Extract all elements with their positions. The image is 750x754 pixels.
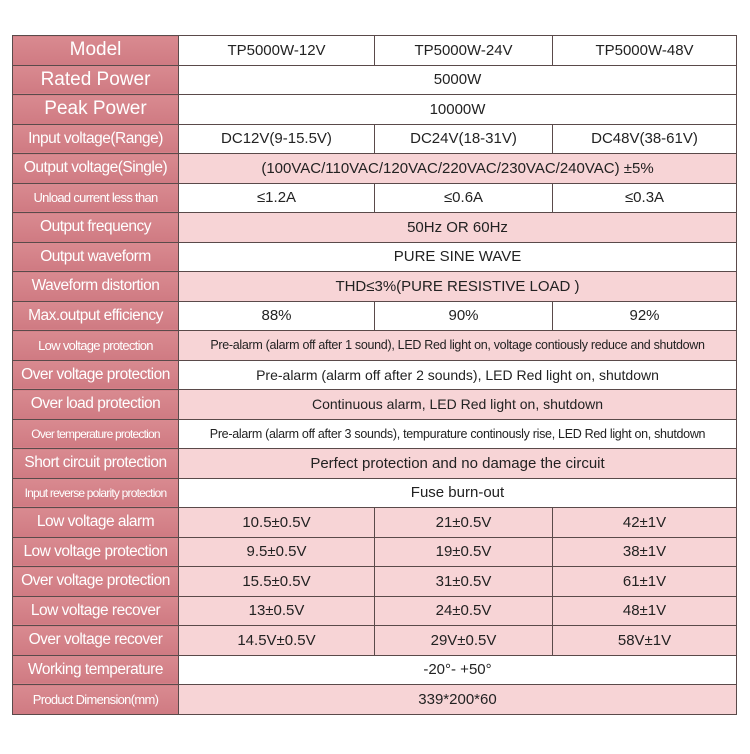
output-voltage-label: Output voltage(Single): [13, 154, 179, 184]
model-label: Model: [13, 36, 179, 66]
working-temperature-value: -20°- +50°: [179, 655, 737, 685]
waveform-distortion-value: THD≤3%(PURE RESISTIVE LOAD ): [179, 272, 737, 302]
row-output-voltage: [13, 154, 737, 184]
over-voltage-protection-48v: 61±1V: [553, 567, 737, 597]
row-over-voltage-protection-desc: [13, 360, 737, 390]
low-voltage-protection-desc-label: Low voltage protection: [13, 331, 179, 361]
low-voltage-protection-48v: 38±1V: [553, 537, 737, 567]
rated-power-value: 5000W: [179, 65, 737, 95]
model-48v: TP5000W-48V: [553, 36, 737, 66]
product-dimension-value: 339*200*60: [179, 685, 737, 715]
over-voltage-protection-desc-value: Pre-alarm (alarm off after 2 sounds), LED Red light on, shutdown: [179, 360, 737, 390]
over-voltage-protection-12v: 15.5±0.5V: [179, 567, 375, 597]
over-voltage-recover-48v: 58V±1V: [553, 626, 737, 656]
max-efficiency-12v: 88%: [179, 301, 375, 331]
rated-power-label: Rated Power: [13, 65, 179, 95]
spec-table: [12, 35, 737, 715]
over-voltage-recover-12v: 14.5V±0.5V: [179, 626, 375, 656]
row-short-circuit-protection: [13, 449, 737, 479]
low-voltage-alarm-label: Low voltage alarm: [13, 508, 179, 538]
over-voltage-protection-label: Over voltage protection: [13, 567, 179, 597]
model-12v: TP5000W-12V: [179, 36, 375, 66]
product-dimension-label: Product Dimension(mm): [13, 685, 179, 715]
row-max-efficiency: [13, 301, 737, 331]
input-voltage-48v: DC48V(38-61V): [553, 124, 737, 154]
unload-current-24v: ≤0.6A: [375, 183, 553, 213]
over-voltage-recover-24v: 29V±0.5V: [375, 626, 553, 656]
row-output-waveform: [13, 242, 737, 272]
row-over-load-protection: [13, 390, 737, 420]
over-voltage-recover-label: Over voltage recover: [13, 626, 179, 656]
output-waveform-label: Output waveform: [13, 242, 179, 272]
output-frequency-value: 50Hz OR 60Hz: [179, 213, 737, 243]
waveform-distortion-label: Waveform distortion: [13, 272, 179, 302]
max-efficiency-label: Max.output efficiency: [13, 301, 179, 331]
input-voltage-24v: DC24V(18-31V): [375, 124, 553, 154]
input-voltage-label: Input voltage(Range): [13, 124, 179, 154]
row-output-frequency: [13, 213, 737, 243]
peak-power-value: 10000W: [179, 95, 737, 125]
row-peak-power: [13, 95, 737, 125]
row-input-reverse-polarity: [13, 478, 737, 508]
input-reverse-polarity-value: Fuse burn-out: [179, 478, 737, 508]
over-voltage-protection-24v: 31±0.5V: [375, 567, 553, 597]
low-voltage-protection-desc-value: Pre-alarm (alarm off after 1 sound), LED Red light on, voltage contiously reduce and shutdown: [179, 331, 737, 361]
over-temperature-protection-value: Pre-alarm (alarm off after 3 sounds), tempurature continously rise, LED Red light on, shutdown: [179, 419, 737, 449]
unload-current-label: Unload current less than: [13, 183, 179, 213]
row-low-voltage-alarm: [13, 508, 737, 538]
low-voltage-protection-label: Low voltage protection: [13, 537, 179, 567]
low-voltage-recover-48v: 48±1V: [553, 596, 737, 626]
row-rated-power: [13, 65, 737, 95]
low-voltage-recover-24v: 24±0.5V: [375, 596, 553, 626]
short-circuit-protection-value: Perfect protection and no damage the circuit: [179, 449, 737, 479]
short-circuit-protection-label: Short circuit protection: [13, 449, 179, 479]
output-waveform-value: PURE SINE WAVE: [179, 242, 737, 272]
model-24v: TP5000W-24V: [375, 36, 553, 66]
row-low-voltage-protection: [13, 537, 737, 567]
row-input-voltage: [13, 124, 737, 154]
peak-power-label: Peak Power: [13, 95, 179, 125]
row-over-voltage-recover: [13, 626, 737, 656]
input-reverse-polarity-label: Input reverse polarity protection: [13, 478, 179, 508]
row-working-temperature: [13, 655, 737, 685]
low-voltage-alarm-24v: 21±0.5V: [375, 508, 553, 538]
over-load-protection-label: Over load protection: [13, 390, 179, 420]
input-voltage-12v: DC12V(9-15.5V): [179, 124, 375, 154]
row-over-temperature-protection: [13, 419, 737, 449]
low-voltage-alarm-48v: 42±1V: [553, 508, 737, 538]
low-voltage-alarm-12v: 10.5±0.5V: [179, 508, 375, 538]
max-efficiency-24v: 90%: [375, 301, 553, 331]
row-unload-current: [13, 183, 737, 213]
row-waveform-distortion: [13, 272, 737, 302]
unload-current-12v: ≤1.2A: [179, 183, 375, 213]
low-voltage-protection-24v: 19±0.5V: [375, 537, 553, 567]
row-over-voltage-protection: [13, 567, 737, 597]
output-voltage-value: (100VAC/110VAC/120VAC/220VAC/230VAC/240VAC) ±5%: [179, 154, 737, 184]
max-efficiency-48v: 92%: [553, 301, 737, 331]
low-voltage-recover-label: Low voltage recover: [13, 596, 179, 626]
over-voltage-protection-desc-label: Over voltage protection: [13, 360, 179, 390]
low-voltage-recover-12v: 13±0.5V: [179, 596, 375, 626]
row-model: [13, 36, 737, 66]
over-load-protection-value: Continuous alarm, LED Red light on, shutdown: [179, 390, 737, 420]
row-low-voltage-recover: [13, 596, 737, 626]
low-voltage-protection-12v: 9.5±0.5V: [179, 537, 375, 567]
output-frequency-label: Output frequency: [13, 213, 179, 243]
unload-current-48v: ≤0.3A: [553, 183, 737, 213]
row-low-voltage-protection-desc: [13, 331, 737, 361]
working-temperature-label: Working temperature: [13, 655, 179, 685]
over-temperature-protection-label: Over temperature protection: [13, 419, 179, 449]
row-product-dimension: [13, 685, 737, 715]
